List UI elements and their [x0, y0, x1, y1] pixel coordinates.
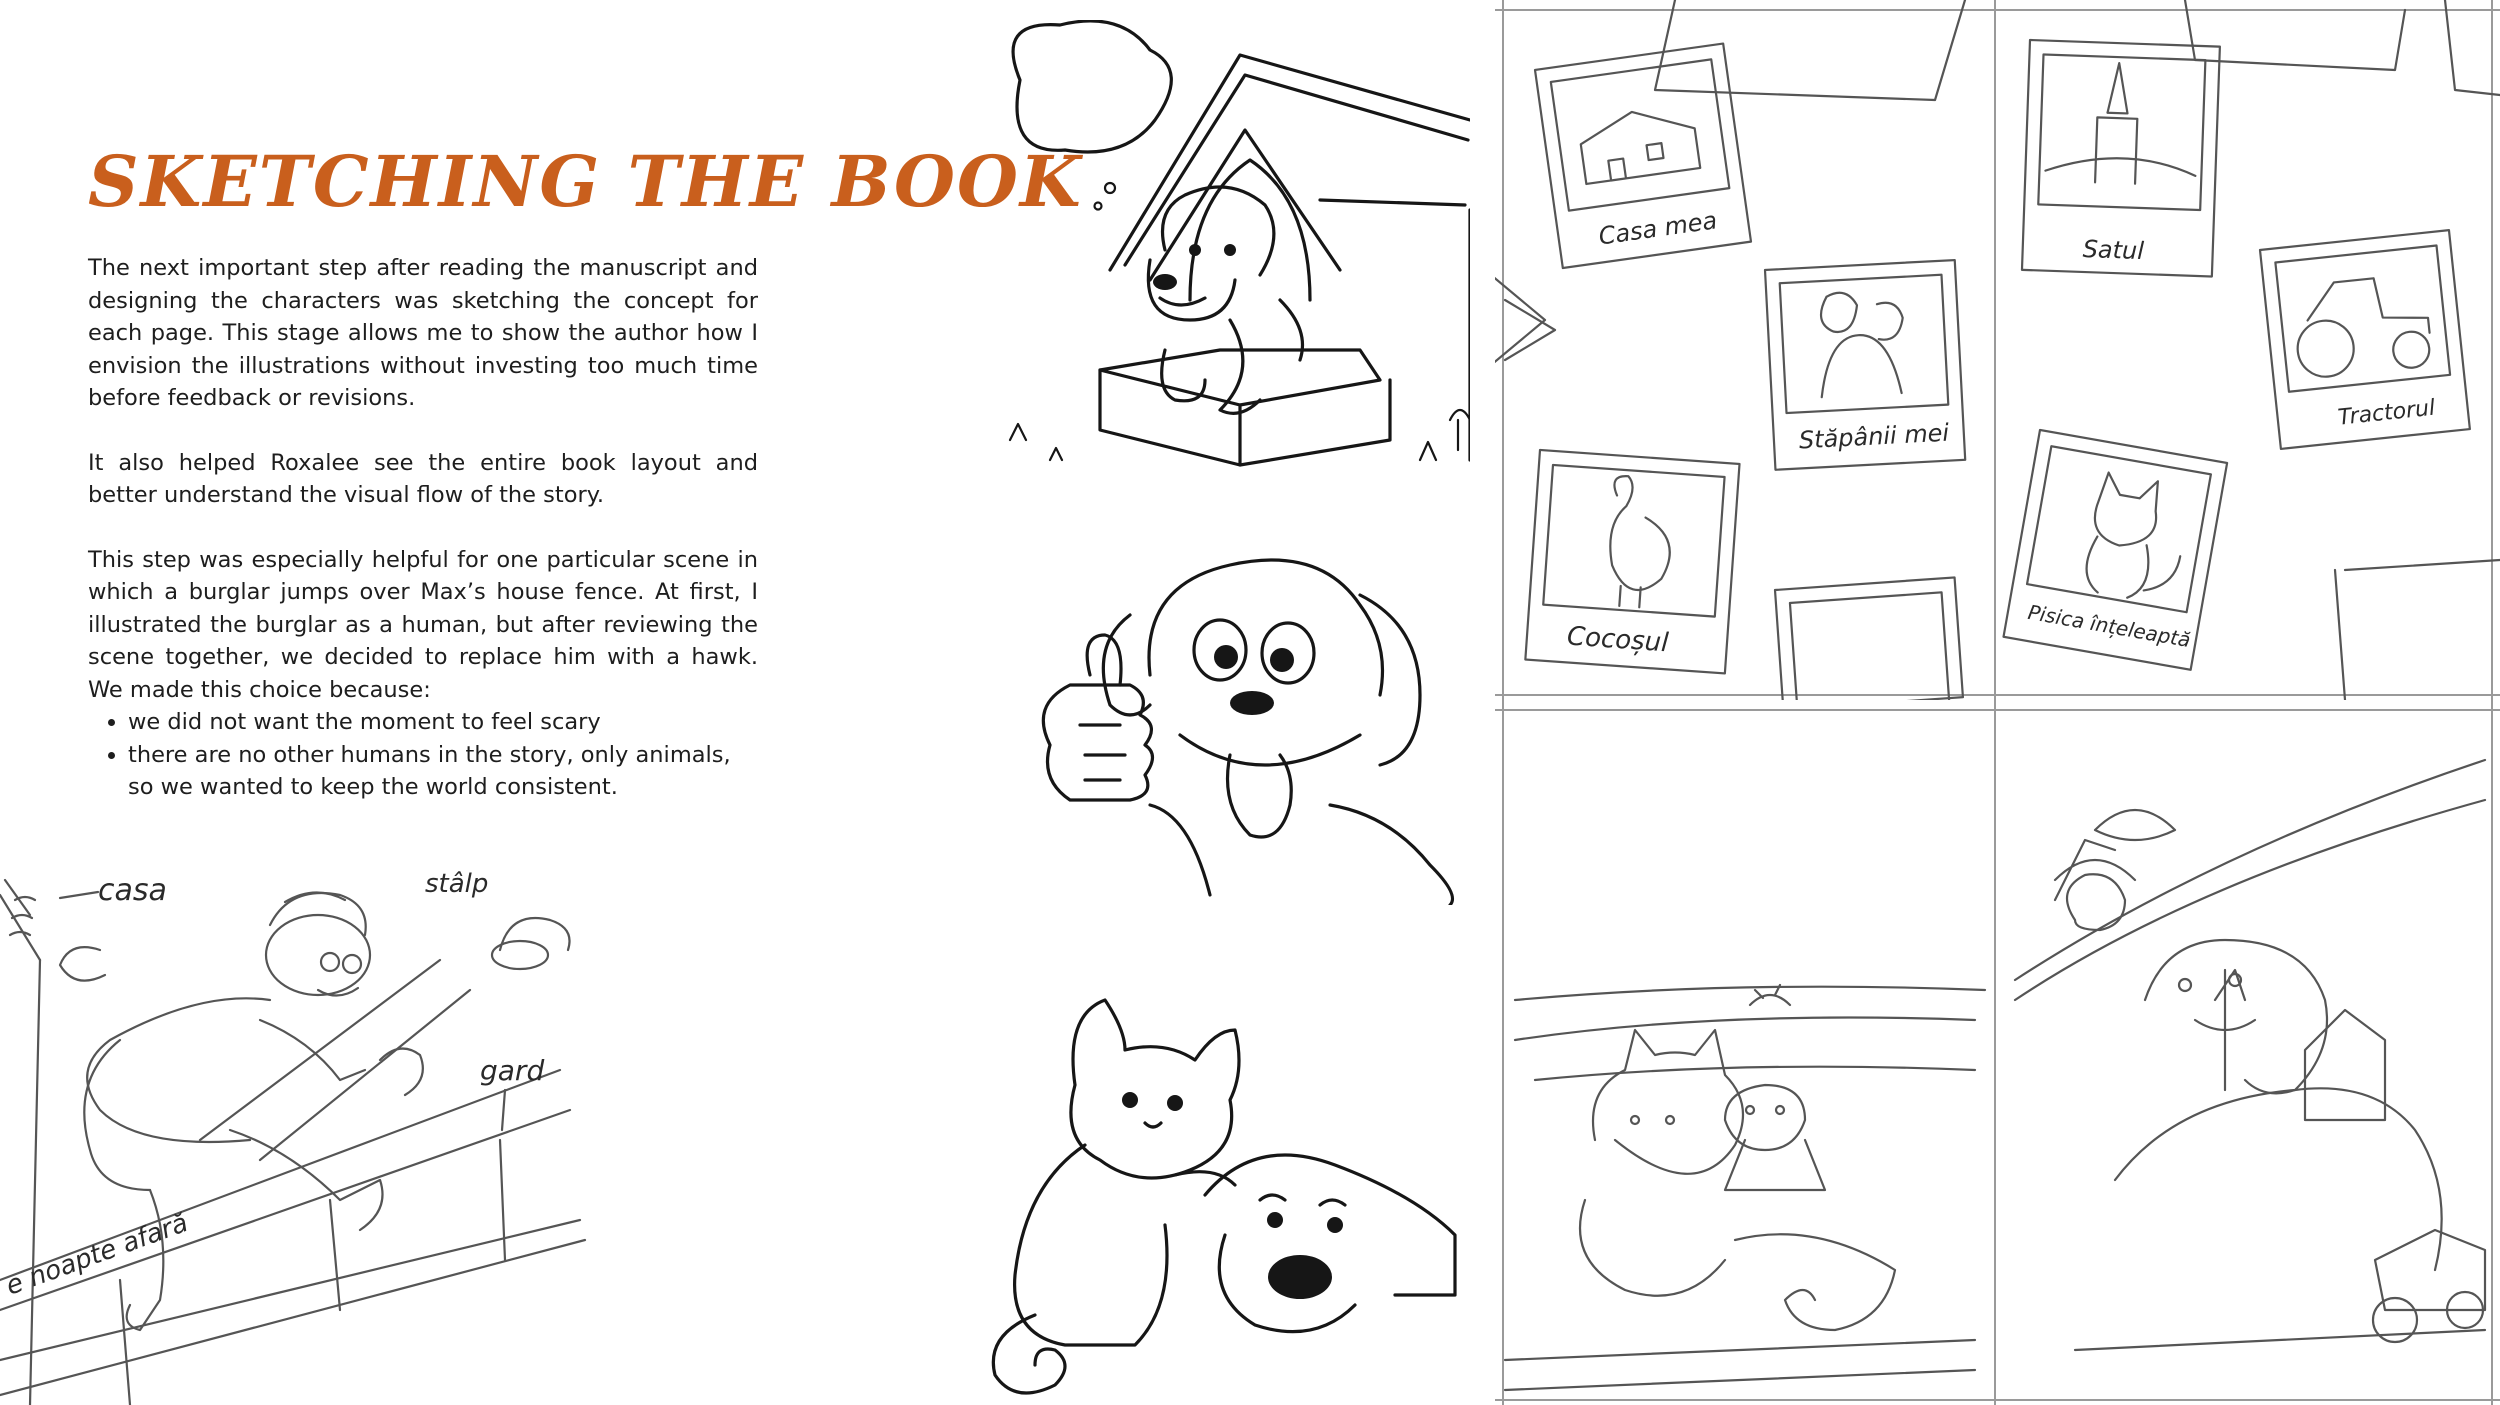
- label-night: e noapte afară: [2, 1207, 193, 1302]
- polaroid-tractorul: [2260, 230, 2470, 449]
- polaroid-cocosul: [1525, 450, 1739, 673]
- label-house: casa: [98, 873, 167, 908]
- burglar-sketch: [0, 840, 590, 1405]
- paragraph-layout: It also helped Roxalee see the entire book layout and better understand the visual flow of the story.: [88, 449, 758, 508]
- caption-pisica-inteleapta: Pisica înțeleaptă: [2026, 599, 2193, 653]
- caption-cocosul: Cocoșul: [1566, 621, 1670, 659]
- label-fence: gard: [480, 1054, 545, 1087]
- dog-doghouse-illustration: [990, 20, 1470, 500]
- polaroid-casa-mea: [1535, 44, 1751, 268]
- page-title: SKETCHING THE BOOK: [88, 140, 1083, 223]
- caption-stapanii-mei: Stăpânii mei: [1798, 418, 1950, 455]
- caption-satul: Satul: [2082, 234, 2145, 266]
- paragraph-burglar-scene: This step was especially helpful for one particular scene in which a burglar jumps over Max’s house fence. At first, I illustrated the burglar as a human, but after reviewing the scene together, we decided to replace him with a hawk. We made this choice because:: [88, 546, 758, 703]
- caption-casa-mea: Casa mea: [1596, 206, 1719, 251]
- list-item: • there are no other humans in the story, only animals, so we wanted to keep the world consistent.: [128, 739, 758, 804]
- page-spread-sketches: [1495, 700, 2500, 1405]
- body-text: [88, 252, 758, 804]
- polaroid-satul: [2022, 40, 2220, 276]
- polaroid-pisica-inteleapta: [2004, 430, 2228, 670]
- label-pole: stâlp: [425, 869, 489, 899]
- polaroid-stapanii-mei: [1765, 260, 1965, 470]
- dog-thumbs-up-illustration: [1030, 525, 1470, 905]
- list-item: • we did not want the moment to feel scary: [128, 706, 758, 739]
- polaroid-board-sketch: [1495, 0, 2500, 700]
- cat-and-dog-illustration: [975, 995, 1465, 1405]
- reasons-list: [88, 706, 758, 804]
- paragraph-sketching-intro: The next important step after reading the manuscript and designing the characters was sketching the concept for each page. This stage allows me to show the author how I envision the illustrations without investing too much time before feedback or revisions.: [88, 255, 758, 411]
- caption-tractorul: Tractorul: [2336, 395, 2437, 431]
